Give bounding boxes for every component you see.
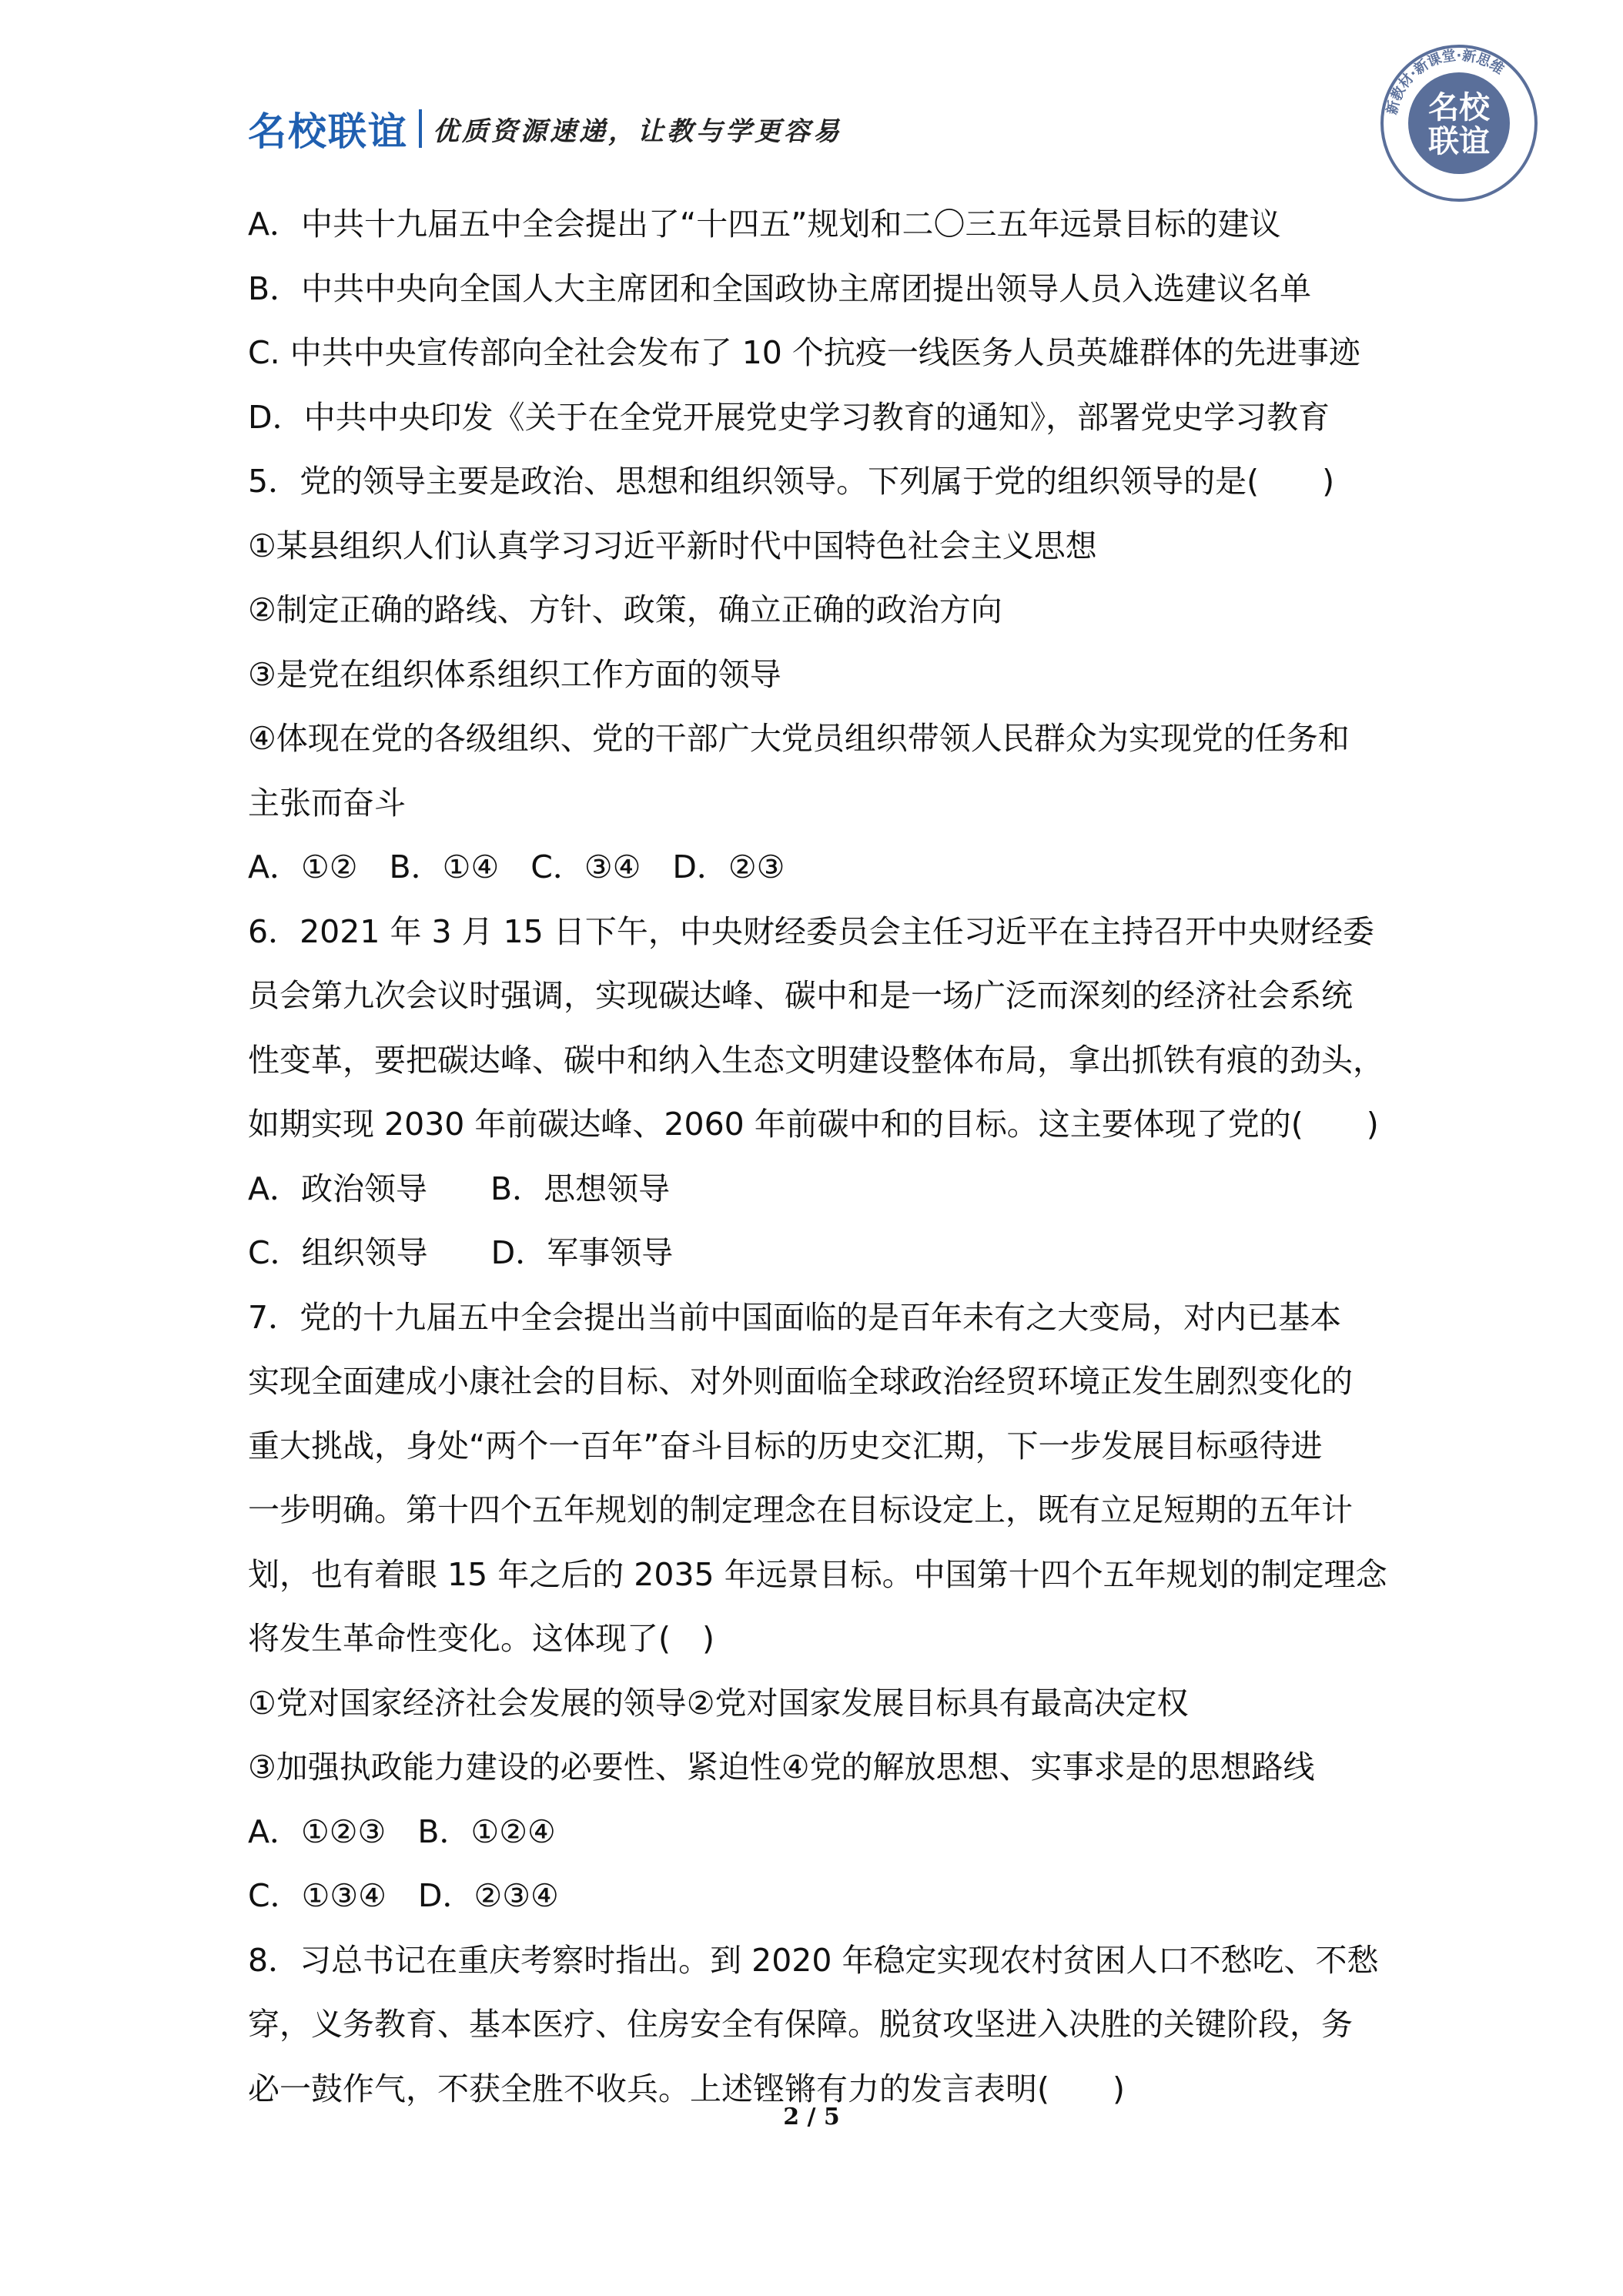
page-header [248,102,842,156]
header-slogan: 优质资源速递，让教与学更容易 [433,115,842,147]
text-line: B．中共中央向全国人大主席团和全国政协主席团提出领导人员入选建议名单 [248,269,1312,307]
text-line: 一步明确。第十四个五年规划的制定理念在目标设定上，既有立足短期的五年计 [248,1491,1353,1528]
text-line: 8．习总书记在重庆考察时指出。到 2020 年稳定实现农村贫困人口不愁吃、不愁 [248,1941,1379,1979]
text-line: 实现全面建成小康社会的目标、对外则面临全球政治经贸环境正发生剧烈变化的 [248,1363,1353,1400]
text-line: 将发生革命性变化。这体现了( ) [248,1620,714,1657]
text-line: 性变革，要把碳达峰、碳中和纳入生态文明建设整体布局，拿出抓铁有痕的劲头， [248,1041,1384,1079]
text-line: 如期实现 2030 年前碳达峰、2060 年前碳中和的目标。这主要体现了党的( ) [248,1106,1379,1143]
text-line: 6．2021 年 3 月 15 日下午，中央财经委员会主任习近平在主持召开中央财经委 [248,912,1374,950]
text-line: ①党对国家经济社会发展的领导②党对国家发展目标具有最高决定权 [248,1684,1189,1722]
text-line: A．①②③ B．①②④ [248,1812,556,1850]
text-line: ④体现在党的各级组织、党的干部广大党员组织带领人民群众为实现党的任务和 [248,720,1350,757]
text-line: A．中共十九届五中全会提出了“十四五”规划和二〇三五年远景目标的建议 [248,206,1281,243]
text-line: C．组织领导 D．军事领导 [248,1234,674,1271]
document-body [248,192,1387,2121]
seal-center-line1: 名校 [1428,90,1490,126]
text-line: A．①② B．①④ C．③④ D．②③ [248,848,785,885]
text-line: 员会第九次会议时强调，实现碳达峰、碳中和是一场广泛而深刻的经济社会系统 [248,977,1353,1014]
page-number: 2 / 5 [783,2104,840,2130]
text-line: 划，也有着眼 15 年之后的 2035 年远景目标。中国第十四个五年规划的制定理念 [248,1555,1387,1593]
text-line: 7．党的十九届五中全会提出当前中国面临的是百年未有之大变局，对内已基本 [248,1298,1342,1336]
header-divider [419,109,422,148]
text-line: C．①③④ D．②③④ [248,1877,559,1914]
text-line: ①某县组织人们认真学习习近平新时代中国特色社会主义思想 [248,527,1097,564]
text-line: 主张而奋斗 [248,784,406,822]
text-line: ③加强执政能力建设的必要性、紧迫性④党的解放思想、实事求是的思想路线 [248,1749,1315,1786]
text-line: C. 中共中央宣传部向全社会发布了 10 个抗疫一线医务人员英雄群体的先进事迹 [248,334,1360,371]
text-line: ③是党在组织体系组织工作方面的领导 [248,655,781,693]
text-line: A．政治领导 B．思想领导 [248,1170,671,1207]
text-line: 穿，义务教育、基本医疗、住房安全有保障。脱贫攻坚进入决胜的关键阶段，务 [248,2006,1353,2043]
seal-emblem-icon [1378,42,1540,204]
text-line: 重大挑战，身处“两个一百年”奋斗目标的历史交汇期，下一步发展目标亟待进 [248,1427,1323,1464]
seal-center-line2: 联谊 [1428,124,1490,159]
text-line: 5．党的领导主要是政治、思想和组织领导。下列属于党的组织领导的是( ) [248,463,1335,500]
seal-ring-text: 新教材·新课堂·新思维 [1384,47,1508,116]
text-line: ②制定正确的路线、方针、政策，确立正确的政治方向 [248,591,1002,628]
text-line: D．中共中央印发《关于在全党开展党史学习教育的通知》，部署党史学习教育 [248,398,1330,436]
school-seal-logo [1378,42,1540,204]
brand-logo-text: 名校联谊 [248,109,408,154]
text-line: 必一鼓作气，不获全胜不收兵。上述铿锵有力的发言表明( ) [248,2070,1125,2107]
